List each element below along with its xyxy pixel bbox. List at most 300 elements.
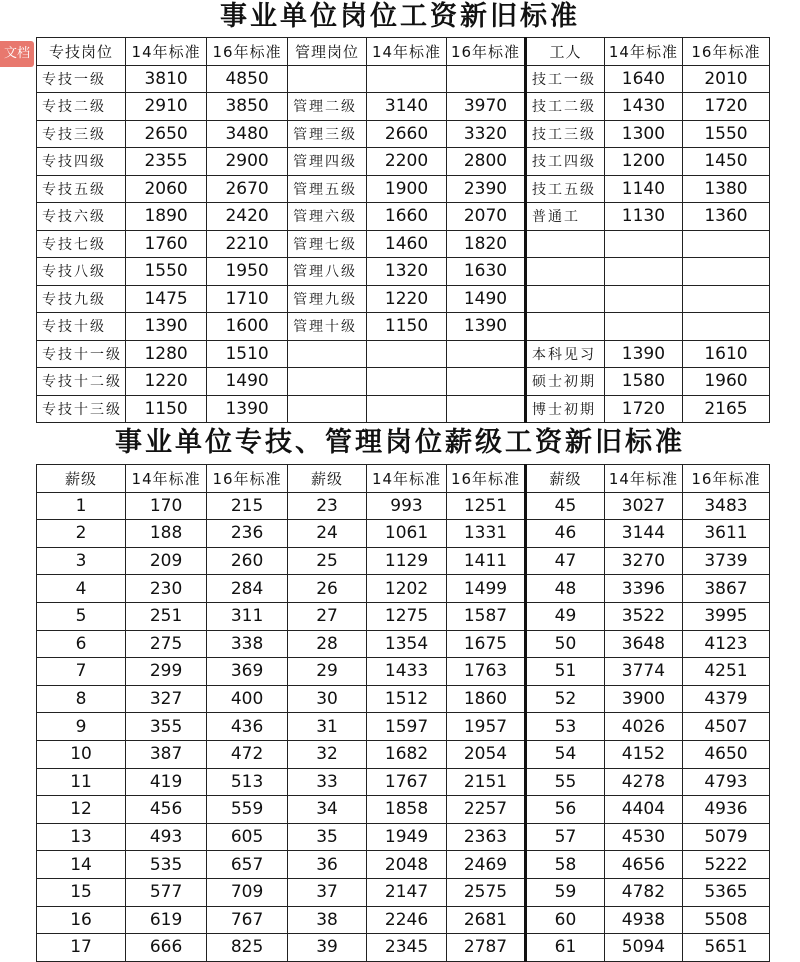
value-cell: 1640 <box>604 65 682 93</box>
value-cell: 4650 <box>682 740 769 768</box>
value-cell: 3396 <box>604 575 682 603</box>
column-header: 16年标准 <box>447 38 526 66</box>
table-row <box>37 492 770 520</box>
column-header: 16年标准 <box>682 465 769 493</box>
value-cell: 1202 <box>367 575 447 603</box>
value-cell: 2010 <box>682 65 769 93</box>
row-label-cell: 管理八级 <box>288 258 367 286</box>
value-cell: 35 <box>288 823 367 851</box>
value-cell: 16 <box>37 906 126 934</box>
value-cell <box>682 313 769 341</box>
value-cell: 215 <box>207 492 288 520</box>
value-cell: 1061 <box>367 520 447 548</box>
value-cell: 4 <box>37 575 126 603</box>
value-cell: 4152 <box>604 740 682 768</box>
value-cell: 5508 <box>682 906 769 934</box>
table-row <box>37 120 770 148</box>
row-label-cell: 专技一级 <box>37 65 126 93</box>
value-cell: 2575 <box>447 878 526 906</box>
value-cell: 4123 <box>682 630 769 658</box>
value-cell: 657 <box>207 851 288 879</box>
value-cell: 3480 <box>207 120 288 148</box>
value-cell: 5651 <box>682 934 769 962</box>
value-cell: 2910 <box>126 93 207 121</box>
row-label-cell: 本科见习 <box>525 340 604 368</box>
value-cell: 28 <box>288 630 367 658</box>
value-cell: 1597 <box>367 713 447 741</box>
value-cell: 2200 <box>367 148 447 176</box>
value-cell: 559 <box>207 796 288 824</box>
value-cell: 2054 <box>447 740 526 768</box>
value-cell: 2060 <box>126 175 207 203</box>
value-cell: 1475 <box>126 285 207 313</box>
value-cell: 36 <box>288 851 367 879</box>
table-row <box>37 602 770 630</box>
value-cell: 3648 <box>604 630 682 658</box>
column-header: 薪级 <box>525 465 604 493</box>
value-cell: 4850 <box>207 65 288 93</box>
page-title: 事业单位岗位工资新旧标准 <box>220 1 580 32</box>
value-cell: 1275 <box>367 602 447 630</box>
value-cell: 1140 <box>604 175 682 203</box>
value-cell: 577 <box>126 878 207 906</box>
value-cell: 1660 <box>367 203 447 231</box>
row-label-cell: 专技十级 <box>37 313 126 341</box>
value-cell: 709 <box>207 878 288 906</box>
row-label-cell <box>288 340 367 368</box>
value-cell: 1129 <box>367 547 447 575</box>
value-cell: 10 <box>37 740 126 768</box>
value-cell: 8 <box>37 685 126 713</box>
value-cell: 48 <box>525 575 604 603</box>
table-row <box>37 93 770 121</box>
row-label-cell: 技工二级 <box>525 93 604 121</box>
table-row <box>37 148 770 176</box>
row-label-cell <box>525 230 604 258</box>
row-label-cell: 专技八级 <box>37 258 126 286</box>
value-cell: 619 <box>126 906 207 934</box>
row-label-cell <box>525 313 604 341</box>
section-title: 事业单位专技、管理岗位薪级工资新旧标准 <box>115 427 685 458</box>
table-row <box>37 906 770 934</box>
value-cell: 2 <box>37 520 126 548</box>
table-row <box>37 575 770 603</box>
value-cell: 4026 <box>604 713 682 741</box>
value-cell <box>682 285 769 313</box>
value-cell <box>367 395 447 423</box>
value-cell: 1320 <box>367 258 447 286</box>
value-cell <box>682 258 769 286</box>
value-cell: 2800 <box>447 148 526 176</box>
table-row <box>37 630 770 658</box>
value-cell: 1858 <box>367 796 447 824</box>
value-cell: 2390 <box>447 175 526 203</box>
value-cell: 1630 <box>447 258 526 286</box>
value-cell: 4404 <box>604 796 682 824</box>
value-cell: 1499 <box>447 575 526 603</box>
value-cell <box>367 368 447 396</box>
value-cell: 9 <box>37 713 126 741</box>
column-header: 14年标准 <box>604 465 682 493</box>
table-row <box>37 203 770 231</box>
value-cell: 1490 <box>447 285 526 313</box>
value-cell: 1150 <box>126 395 207 423</box>
value-cell: 2070 <box>447 203 526 231</box>
value-cell: 3995 <box>682 602 769 630</box>
value-cell: 1150 <box>367 313 447 341</box>
value-cell: 1550 <box>682 120 769 148</box>
column-header: 工人 <box>525 38 604 66</box>
value-cell: 1251 <box>447 492 526 520</box>
value-cell: 1430 <box>604 93 682 121</box>
value-cell: 54 <box>525 740 604 768</box>
value-cell: 60 <box>525 906 604 934</box>
value-cell: 3320 <box>447 120 526 148</box>
value-cell: 2681 <box>447 906 526 934</box>
value-cell: 513 <box>207 768 288 796</box>
value-cell: 387 <box>126 740 207 768</box>
value-cell: 13 <box>37 823 126 851</box>
value-cell: 3522 <box>604 602 682 630</box>
value-cell <box>447 395 526 423</box>
column-header: 16年标准 <box>207 38 288 66</box>
value-cell: 2787 <box>447 934 526 962</box>
value-cell: 1390 <box>604 340 682 368</box>
column-header: 14年标准 <box>126 38 207 66</box>
value-cell: 472 <box>207 740 288 768</box>
value-cell: 24 <box>288 520 367 548</box>
row-label-cell: 专技十三级 <box>37 395 126 423</box>
value-cell: 188 <box>126 520 207 548</box>
row-label-cell: 管理十级 <box>288 313 367 341</box>
row-label-cell: 管理二级 <box>288 93 367 121</box>
column-header: 14年标准 <box>367 38 447 66</box>
value-cell: 38 <box>288 906 367 934</box>
column-header: 管理岗位 <box>288 38 367 66</box>
value-cell: 2048 <box>367 851 447 879</box>
value-cell: 3270 <box>604 547 682 575</box>
value-cell: 1490 <box>207 368 288 396</box>
value-cell: 6 <box>37 630 126 658</box>
value-cell: 1587 <box>447 602 526 630</box>
value-cell: 299 <box>126 658 207 686</box>
value-cell: 4938 <box>604 906 682 934</box>
value-cell: 3144 <box>604 520 682 548</box>
row-label-cell: 博士初期 <box>525 395 604 423</box>
table-header-row <box>37 38 770 66</box>
value-cell: 1390 <box>126 313 207 341</box>
value-cell: 1354 <box>367 630 447 658</box>
value-cell: 1411 <box>447 547 526 575</box>
value-cell: 3140 <box>367 93 447 121</box>
value-cell: 59 <box>525 878 604 906</box>
table-row <box>37 878 770 906</box>
value-cell: 32 <box>288 740 367 768</box>
value-cell: 2246 <box>367 906 447 934</box>
row-label-cell: 硕士初期 <box>525 368 604 396</box>
value-cell: 56 <box>525 796 604 824</box>
value-cell: 493 <box>126 823 207 851</box>
value-cell: 1890 <box>126 203 207 231</box>
column-header: 16年标准 <box>682 38 769 66</box>
column-header: 16年标准 <box>207 465 288 493</box>
value-cell: 1820 <box>447 230 526 258</box>
value-cell: 1860 <box>447 685 526 713</box>
value-cell: 260 <box>207 547 288 575</box>
value-cell: 55 <box>525 768 604 796</box>
value-cell <box>447 368 526 396</box>
value-cell: 1760 <box>126 230 207 258</box>
value-cell <box>367 340 447 368</box>
value-cell: 1763 <box>447 658 526 686</box>
value-cell: 400 <box>207 685 288 713</box>
value-cell: 3483 <box>682 492 769 520</box>
table-header-row <box>37 465 770 493</box>
value-cell: 2900 <box>207 148 288 176</box>
value-cell <box>447 65 526 93</box>
value-cell: 2151 <box>447 768 526 796</box>
value-cell <box>604 230 682 258</box>
table-row <box>37 851 770 879</box>
value-cell <box>604 258 682 286</box>
row-label-cell: 专技十一级 <box>37 340 126 368</box>
value-cell: 825 <box>207 934 288 962</box>
value-cell: 535 <box>126 851 207 879</box>
table-row <box>37 368 770 396</box>
value-cell: 1957 <box>447 713 526 741</box>
value-cell: 1610 <box>682 340 769 368</box>
value-cell: 4278 <box>604 768 682 796</box>
table-row <box>37 340 770 368</box>
value-cell: 2257 <box>447 796 526 824</box>
value-cell: 3900 <box>604 685 682 713</box>
value-cell: 3970 <box>447 93 526 121</box>
value-cell: 14 <box>37 851 126 879</box>
value-cell <box>604 313 682 341</box>
value-cell: 23 <box>288 492 367 520</box>
row-label-cell: 管理三级 <box>288 120 367 148</box>
row-label-cell: 管理六级 <box>288 203 367 231</box>
value-cell: 2420 <box>207 203 288 231</box>
value-cell <box>604 285 682 313</box>
row-label-cell <box>525 285 604 313</box>
value-cell: 1380 <box>682 175 769 203</box>
value-cell: 3774 <box>604 658 682 686</box>
value-cell: 275 <box>126 630 207 658</box>
value-cell: 2363 <box>447 823 526 851</box>
table-row <box>37 258 770 286</box>
row-label-cell: 专技十二级 <box>37 368 126 396</box>
value-cell: 1510 <box>207 340 288 368</box>
value-cell: 49 <box>525 602 604 630</box>
value-cell: 4656 <box>604 851 682 879</box>
value-cell: 1960 <box>682 368 769 396</box>
table-row <box>37 65 770 93</box>
value-cell: 1433 <box>367 658 447 686</box>
value-cell: 1200 <box>604 148 682 176</box>
value-cell: 50 <box>525 630 604 658</box>
value-cell: 1 <box>37 492 126 520</box>
value-cell: 58 <box>525 851 604 879</box>
row-label-cell: 专技二级 <box>37 93 126 121</box>
value-cell <box>447 340 526 368</box>
value-cell: 4936 <box>682 796 769 824</box>
value-cell: 1220 <box>367 285 447 313</box>
value-cell: 5365 <box>682 878 769 906</box>
value-cell: 209 <box>126 547 207 575</box>
value-cell: 1130 <box>604 203 682 231</box>
value-cell: 1682 <box>367 740 447 768</box>
value-cell: 5222 <box>682 851 769 879</box>
value-cell: 2355 <box>126 148 207 176</box>
value-cell: 46 <box>525 520 604 548</box>
row-label-cell: 专技五级 <box>37 175 126 203</box>
value-cell: 4251 <box>682 658 769 686</box>
value-cell: 993 <box>367 492 447 520</box>
value-cell: 1900 <box>367 175 447 203</box>
row-label-cell: 技工五级 <box>525 175 604 203</box>
value-cell: 5094 <box>604 934 682 962</box>
value-cell: 3611 <box>682 520 769 548</box>
position-salary-table <box>36 37 770 423</box>
table-row <box>37 520 770 548</box>
value-cell: 2650 <box>126 120 207 148</box>
value-cell: 170 <box>126 492 207 520</box>
column-header: 专技岗位 <box>37 38 126 66</box>
table-row <box>37 796 770 824</box>
column-header: 薪级 <box>288 465 367 493</box>
row-label-cell: 专技九级 <box>37 285 126 313</box>
value-cell: 605 <box>207 823 288 851</box>
value-cell: 11 <box>37 768 126 796</box>
row-label-cell: 技工三级 <box>525 120 604 148</box>
value-cell: 15 <box>37 878 126 906</box>
value-cell: 26 <box>288 575 367 603</box>
value-cell: 369 <box>207 658 288 686</box>
value-cell: 1720 <box>604 395 682 423</box>
value-cell: 419 <box>126 768 207 796</box>
value-cell: 1360 <box>682 203 769 231</box>
value-cell: 7 <box>37 658 126 686</box>
row-label-cell: 管理九级 <box>288 285 367 313</box>
value-cell: 236 <box>207 520 288 548</box>
value-cell: 3739 <box>682 547 769 575</box>
value-cell: 31 <box>288 713 367 741</box>
row-label-cell: 普通工 <box>525 203 604 231</box>
column-header: 14年标准 <box>604 38 682 66</box>
table-row <box>37 685 770 713</box>
value-cell: 3850 <box>207 93 288 121</box>
table-row <box>37 547 770 575</box>
table-row <box>37 658 770 686</box>
table-row <box>37 230 770 258</box>
value-cell: 1331 <box>447 520 526 548</box>
value-cell: 355 <box>126 713 207 741</box>
value-cell: 34 <box>288 796 367 824</box>
value-cell: 4379 <box>682 685 769 713</box>
row-label-cell: 专技六级 <box>37 203 126 231</box>
value-cell: 52 <box>525 685 604 713</box>
value-cell: 4507 <box>682 713 769 741</box>
row-label-cell: 技工一级 <box>525 65 604 93</box>
value-cell: 1280 <box>126 340 207 368</box>
value-cell: 2165 <box>682 395 769 423</box>
value-cell: 37 <box>288 878 367 906</box>
table-row <box>37 285 770 313</box>
value-cell: 1390 <box>447 313 526 341</box>
table-row <box>37 175 770 203</box>
value-cell: 4782 <box>604 878 682 906</box>
value-cell: 30 <box>288 685 367 713</box>
value-cell: 12 <box>37 796 126 824</box>
value-cell: 39 <box>288 934 367 962</box>
value-cell: 4793 <box>682 768 769 796</box>
row-label-cell: 管理五级 <box>288 175 367 203</box>
value-cell: 53 <box>525 713 604 741</box>
value-cell: 47 <box>525 547 604 575</box>
table-row <box>37 823 770 851</box>
value-cell: 51 <box>525 658 604 686</box>
value-cell: 1580 <box>604 368 682 396</box>
value-cell: 1675 <box>447 630 526 658</box>
value-cell: 338 <box>207 630 288 658</box>
value-cell: 1949 <box>367 823 447 851</box>
value-cell: 666 <box>126 934 207 962</box>
value-cell: 1220 <box>126 368 207 396</box>
document-tag[interactable]: 文档 <box>0 41 34 67</box>
value-cell: 3 <box>37 547 126 575</box>
value-cell: 5 <box>37 602 126 630</box>
row-label-cell <box>288 368 367 396</box>
column-header: 14年标准 <box>126 465 207 493</box>
table-row <box>37 713 770 741</box>
value-cell: 2660 <box>367 120 447 148</box>
value-cell: 456 <box>126 796 207 824</box>
table-row <box>37 395 770 423</box>
value-cell <box>682 230 769 258</box>
value-cell: 25 <box>288 547 367 575</box>
value-cell: 1450 <box>682 148 769 176</box>
column-header: 16年标准 <box>447 465 526 493</box>
value-cell: 2345 <box>367 934 447 962</box>
row-label-cell: 专技三级 <box>37 120 126 148</box>
grade-salary-table <box>36 464 770 962</box>
value-cell: 327 <box>126 685 207 713</box>
column-header: 14年标准 <box>367 465 447 493</box>
row-label-cell <box>525 258 604 286</box>
value-cell: 45 <box>525 492 604 520</box>
value-cell: 767 <box>207 906 288 934</box>
value-cell: 5079 <box>682 823 769 851</box>
row-label-cell: 管理七级 <box>288 230 367 258</box>
column-header: 薪级 <box>37 465 126 493</box>
row-label-cell: 管理四级 <box>288 148 367 176</box>
value-cell: 2469 <box>447 851 526 879</box>
value-cell: 436 <box>207 713 288 741</box>
value-cell: 230 <box>126 575 207 603</box>
value-cell: 1390 <box>207 395 288 423</box>
value-cell: 1550 <box>126 258 207 286</box>
value-cell: 27 <box>288 602 367 630</box>
value-cell: 1460 <box>367 230 447 258</box>
value-cell: 33 <box>288 768 367 796</box>
value-cell: 3867 <box>682 575 769 603</box>
value-cell: 1950 <box>207 258 288 286</box>
value-cell: 311 <box>207 602 288 630</box>
row-label-cell: 专技七级 <box>37 230 126 258</box>
value-cell: 57 <box>525 823 604 851</box>
row-label-cell <box>288 65 367 93</box>
